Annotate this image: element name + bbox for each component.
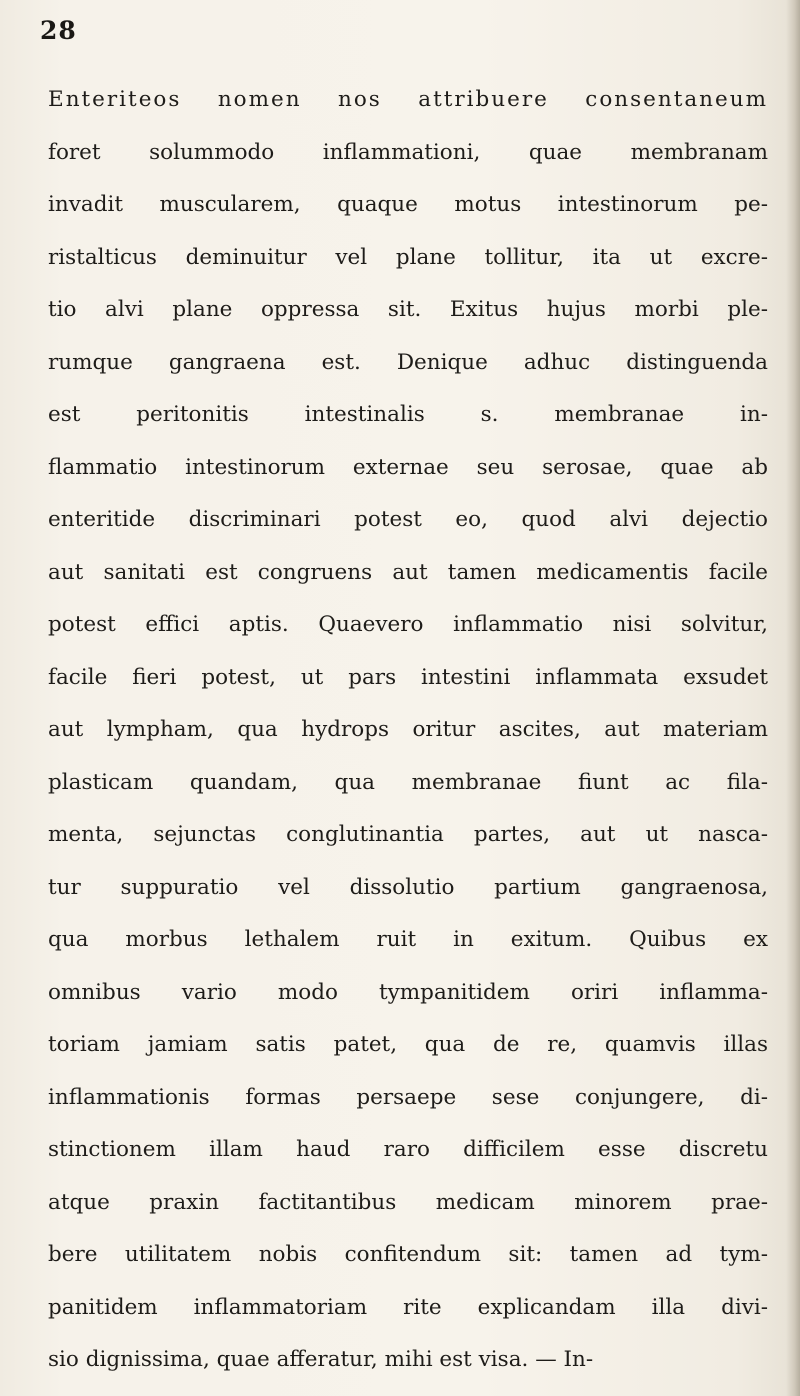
text-line: aut sanitati est congruens aut tamen medicamentis facile xyxy=(48,559,768,585)
text-line: tur suppuratio vel dissolutio partium gangraenosa, xyxy=(48,874,768,900)
text-line: panitidem inflammatoriam rite explicandam illa divi- xyxy=(48,1294,768,1320)
text-line: sio dignissima, quae afferatur, mihi est visa. — In- xyxy=(48,1347,594,1372)
text-line: menta, sejunctas conglutinantia partes, aut ut nasca- xyxy=(48,822,768,847)
text-line: foret solummodo inflammationi, quae membranam xyxy=(48,139,768,165)
text-line: atque praxin factitantibus medicam minorem prae- xyxy=(48,1189,768,1215)
page-number: 28 xyxy=(40,16,77,45)
text-line: est peritonitis intestinalis s. membranae in- xyxy=(48,402,768,427)
text-line: stinctionem illam haud raro difficilem esse discretu xyxy=(48,1137,768,1162)
body-text xyxy=(48,74,768,1387)
text-line: tio alvi plane oppressa sit. Exitus hujus morbi ple- xyxy=(48,297,768,322)
page-edge-shadow xyxy=(786,0,800,1396)
text-line: inflammationis formas persaepe sese conjungere, di- xyxy=(48,1084,768,1110)
text-line: qua morbus lethalem ruit in exitum. Quibus ex xyxy=(48,927,768,952)
text-line: bere utilitatem nobis confitendum sit: tamen ad tym- xyxy=(48,1242,768,1267)
text-line: potest effici aptis. Quaevero inflammatio nisi solvitur, xyxy=(48,612,768,637)
text-line: aut lympham, qua hydrops oritur ascites, aut materiam xyxy=(48,717,768,742)
text-line: facile fieri potest, ut pars intestini inflammata exsudet xyxy=(48,664,768,690)
text-line: Enteriteos nomen nos attribuere consentaneum xyxy=(48,87,768,112)
text-line: invadit muscularem, quaque motus intestinorum pe- xyxy=(48,192,768,217)
text-line: rumque gangraena est. Denique adhuc distinguenda xyxy=(48,349,768,375)
text-line: flammatio intestinorum externae seu serosae, quae ab xyxy=(48,454,768,480)
text-line: omnibus vario modo tympanitidem oriri inflamma- xyxy=(48,979,768,1005)
text-line: toriam jamiam satis patet, qua de re, quamvis illas xyxy=(48,1032,768,1057)
text-line: plasticam quandam, qua membranae fiunt ac fila- xyxy=(48,769,768,795)
text-line: ristalticus deminuitur vel plane tollitur, ita ut excre- xyxy=(48,244,768,270)
text-line: enteritide discriminari potest eo, quod alvi dejectio xyxy=(48,507,768,532)
